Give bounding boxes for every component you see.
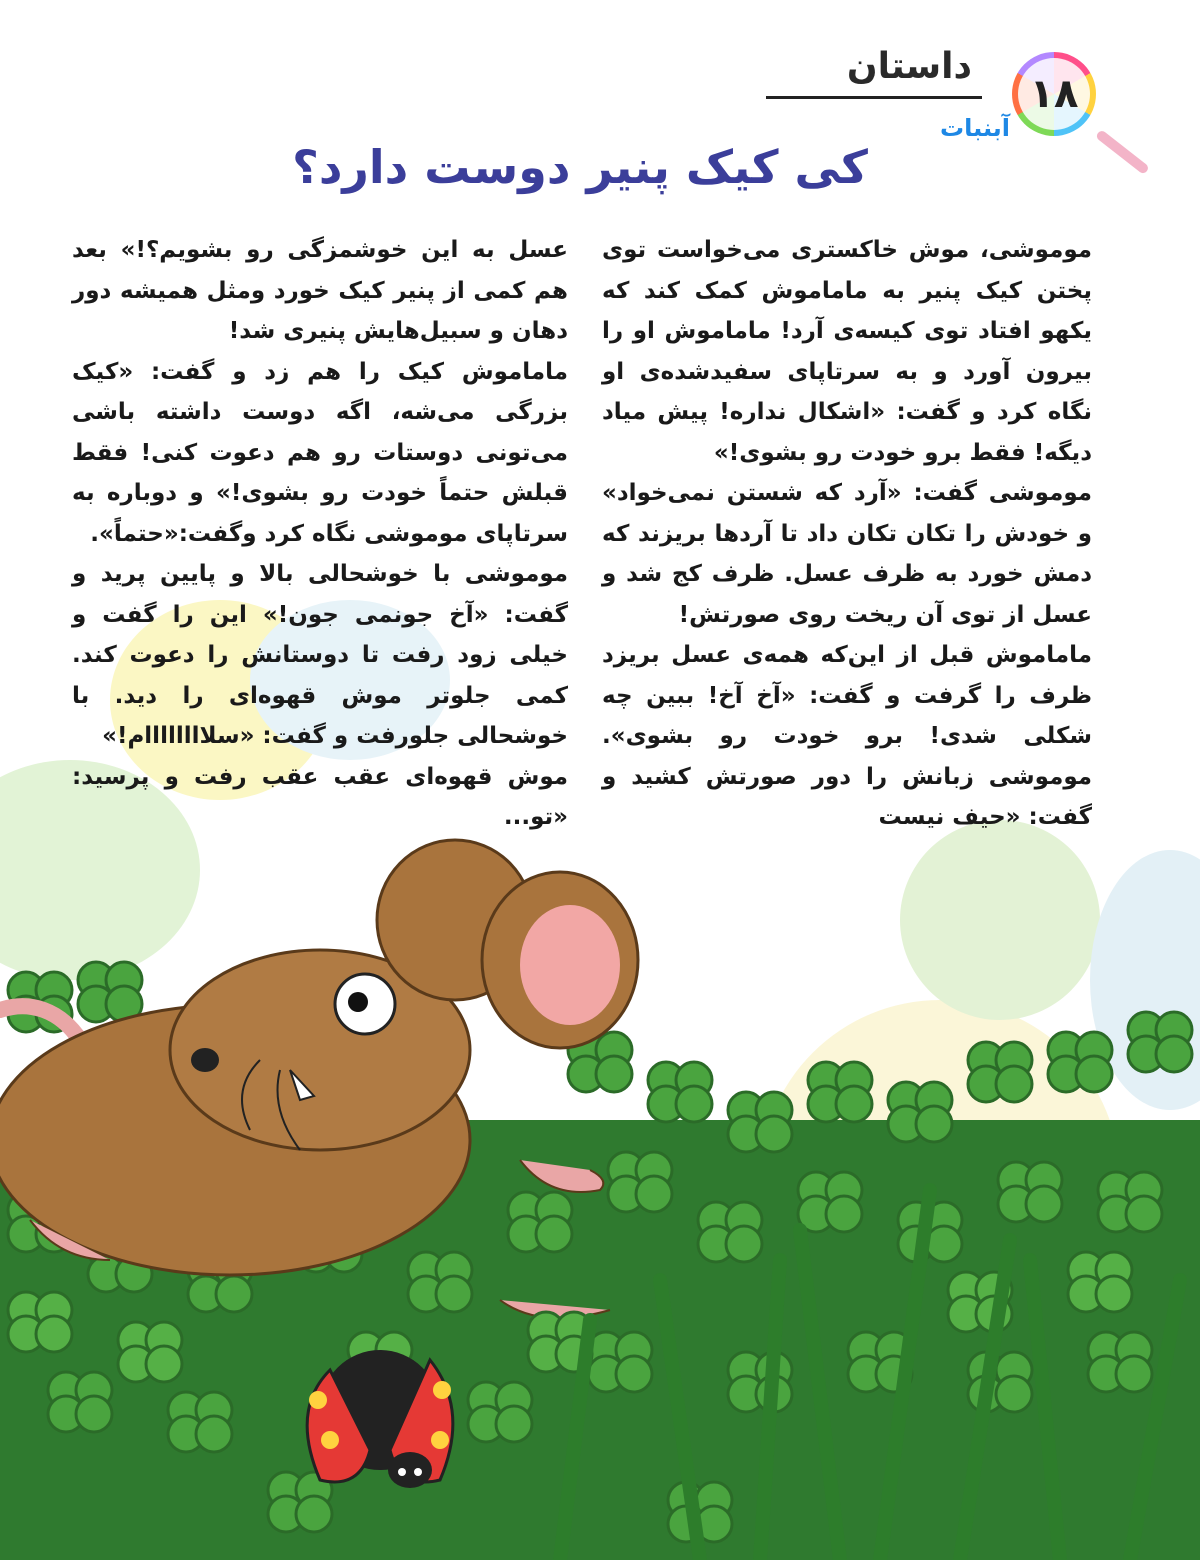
story-title: کی کیک پنیر دوست دارد؟: [292, 140, 868, 194]
paragraph: موش قهوه‌ای عقب عقب رفت و پرسید: «تو...: [72, 763, 568, 830]
paragraph: موموشی با خوشحالی بالا و پایین پرید و گفت: «آخ جونمی جون!» این را گفت و خیلی زود رفت تا دوستانش را دعوت کند. کمی جلوتر موش قهوه‌ای را دید. با خوشحالی جلورفت و گفت: «سلاااااااام!»: [72, 561, 568, 749]
paragraph: موموشی گفت: «آرد که شستن نمی‌خواد» و خودش را تکان تکان داد تا آردها بریزند که دمش خورد به ظرف عسل. ظرف کج شد و عسل از توی آن ریخت روی صورتش!: [602, 480, 1092, 628]
story-column-left: [72, 230, 568, 838]
paragraph: موموشی، موش خاکستری می‌خواست توی پختن کیک پنیر به ماماموش کمک کند که یکهو افتاد توی کیسه‌ی آرد! ماماموش او را بیرون آورد و به سرتاپای سفیدشده‌ی او نگاه کرد و گفت: «اشکال نداره! پیش میاد دیگه! فقط برو خودت رو بشوی!»: [602, 237, 1092, 466]
mouse-clover-illustration: [0, 760, 1200, 1560]
paragraph: ماماموش قبل از این‌که همه‌ی عسل بریزد ظرف را گرفت و گفت: «آخ آخ! ببین چه شکلی شدی! برو خودت رو بشوی». موموشی زبانش را دور صورتش کشید و گفت: «حیف نیست: [602, 642, 1092, 830]
section-title: داستان: [846, 46, 972, 87]
ladybug: [307, 1350, 453, 1488]
brand-logo: آبنبات: [940, 114, 1010, 142]
paragraph: ماماموش کیک را هم زد و گفت: «کیک بزرگی می‌شه، اگه دوست داشته باشی می‌تونی دوستات رو هم دعوت کنی! فقط قبلش حتماً خودت رو بشوی!» و دوباره به سرتاپای موموشی نگاه کرد وگفت:«حتماً».: [72, 358, 568, 547]
header-rule: [766, 96, 982, 99]
story-column-right: [602, 230, 1092, 838]
page-number: ۱۸: [1018, 58, 1090, 130]
paragraph: عسل به این خوشمزگی رو بشویم؟!» بعد هم کمی از پنیر کیک خورد ومثل همیشه دور دهان و سبیل‌هایش پنیری شد!: [72, 237, 568, 344]
